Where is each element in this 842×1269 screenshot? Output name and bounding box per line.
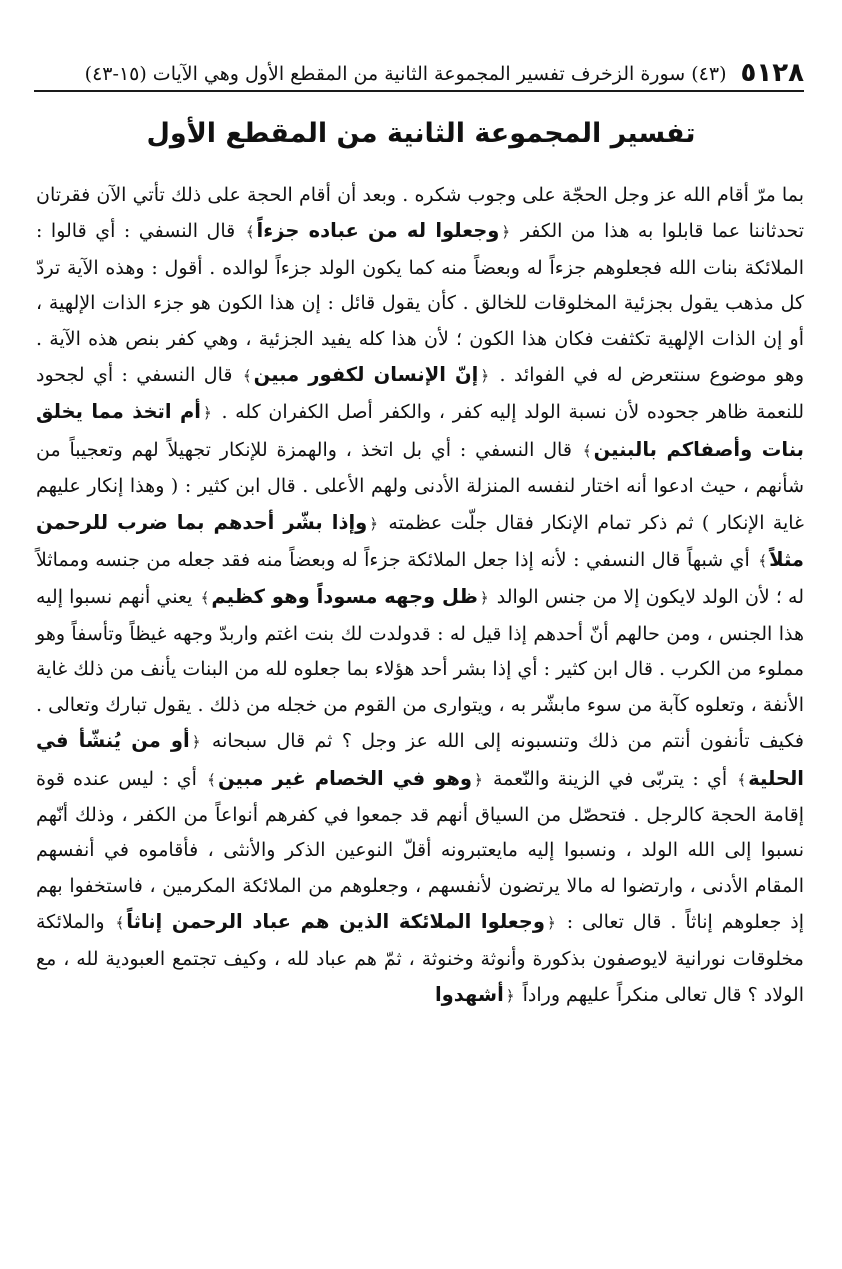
quran-verse: وإذا بشّر أحدهم بما ضرب للرحمن مثلاً (36, 510, 804, 572)
page-number: ٥١٢٨ (740, 58, 804, 88)
running-title: (٤٣) سورة الزخرف تفسير المجموعة الثانية من المقطع الأول وهي الآيات (١٥-٤٣) (84, 63, 727, 86)
commentary-text: أي : يتربّى في الزينة والنّعمة (492, 767, 728, 790)
commentary-text: قال النسفي : أي لجحود للنعمة ظاهر جحوده لأن نسبة الولد إليه كفر ، والكفر أصل الكفران كله . (36, 364, 804, 424)
commentary-text: بما مرّ أقام الله عز وجل الحجّة على وجوب شكره . وبعد أن أقام الحجة على ذلك تأتي الآن فقرتان تحدثاننا عما قابلوا به هذا من الكفر (36, 184, 804, 243)
quran-open-bracket: ﴿ (369, 514, 379, 533)
section-title: تفسير المجموعة الثانية من المقطع الأول (146, 118, 696, 149)
quran-open-bracket: ﴿ (191, 733, 201, 752)
quran-open-bracket: ﴿ (473, 770, 483, 789)
quran-close-bracket: ﴾ (758, 552, 768, 571)
quran-open-bracket: ﴿ (546, 914, 556, 933)
quran-open-bracket: ﴿ (202, 404, 212, 423)
quran-close-bracket: ﴾ (115, 914, 125, 933)
quran-close-bracket: ﴾ (245, 223, 255, 242)
quran-open-bracket: ﴿ (501, 223, 511, 242)
quran-close-bracket: ﴾ (582, 441, 592, 460)
quran-close-bracket: ﴾ (242, 367, 252, 386)
commentary-text: قال النسفي : أي قالوا : الملائكة بنات الله فجعلوهم جزءاً له وبعضاً منه كما يكون الولد جزءاً لوالده . أقول : وهذه الآية تردّ كل مذهب يقول بجزئية المخلوقات للخالق . كأن يقول قائل : إن هذا الكون هو جزء الذات الإلهية ، أو إن الذات الإلهية تكثفت فكان هذا الكون ؛ لأن هذا كله يفيد الجزئية ، وهي كفر بنص هذه الآية . وهو موضوع سنتعرض له في الفوائد . (36, 220, 804, 387)
quran-open-bracket: ﴿ (480, 367, 490, 386)
quran-verse: أو من يُنشّأ في الحلية (36, 729, 804, 790)
running-header (34, 56, 804, 92)
commentary-text: والملائكة مخلوقات نورانية لايوصفون بذكورة وأنوثة وخنوثة ، ثمّ هم عباد لله ، وكيف تجتمع العبودية لله ، مع الولاد ؟ قال تعالى منكراً عليهم وراداً (36, 911, 804, 1006)
quran-open-bracket: ﴿ (505, 986, 515, 1005)
quran-verse: وجعلوا له من عباده جزءاً (256, 219, 500, 243)
commentary-text: أي : ليس عنده قوة إقامة الحجة كالرجل . فتحصّل من السياق أنهم قد جمعوا في كفرهم أنواعاً من الكفر ، وذلك أنّهم نسبوا إلى الله الولد ، ونسبوا إليه مايعتبرونه أقلّ النوعين الذكر والأنثى ، فأقاموه في أنفسهم المقام الأدنى ، وارتضوا له مالا يرتضون لأنفسهم ، وجعلوهم من الملائكة المكرمين ، فاستخفوا بهم إذ جعلوهم إناثاً . قال تعالى : (36, 767, 804, 934)
quran-open-bracket: ﴿ (479, 589, 489, 608)
commentary-text: أي شبهاً قال النسفي : لأنه إذا جعل الملائكة جزءاً له وبعضاً منه فقد جعله من جنسه ومماثلاً له ؛ لأن الولد لايكون إلا من جنس الوالد (36, 549, 805, 609)
quran-verse: ظل وجهه مسوداً وهو كظيم (211, 585, 478, 609)
quran-verse: وجعلوا الملائكة الذين هم عباد الرحمن إناثاً (126, 910, 545, 934)
quran-close-bracket: ﴾ (200, 589, 210, 608)
paragraph (36, 178, 804, 1014)
quran-verse: أم اتخذ مما يخلق بنات وأصفاكم بالبنين (36, 400, 804, 461)
quran-verse: إنّ الإنسان لكفور مبين (253, 363, 479, 387)
commentary-text: قال النسفي : أي بل اتخذ ، والهمزة للإنكار تجهيلاً لهم وتعجيباً من شأنهم ، حيث ادعوا أنه اختار لنفسه المنزلة الأدنى ولهم الأعلى . قال ابن كثير : ( وهذا إنكار عليهم غاية الإنكار ) ثم ذكر تمام الإنكار فقال جلّت عظمته (36, 438, 804, 534)
quran-close-bracket: ﴾ (737, 770, 747, 789)
quran-verse: أشهدوا (434, 982, 504, 1006)
body-text (36, 178, 804, 1014)
commentary-text: يعني أنهم نسبوا إليه هذا الجنس ، ومن حالهم أنّ أحدهم إذا قيل له : قدولدت لك بنت اغتم واربدّ وجهه غيظاً وتأسفاً وهو مملوء من الكرب . قال ابن كثير : أي إذا بشر أحد هؤلاء بما جعلوه لله من البنات يأنف من ذلك غاية الأنفة ، وتعلوه كآبة من سوء مابشّر به ، ويتوارى من القوم من خجله من ذلك . يقول تبارك وتعالى . فكيف تأنفون أنتم من ذلك وتنسبونه إلى الله عز وجل ؟ ثم قال سبحانه (36, 586, 804, 753)
quran-close-bracket: ﴾ (207, 770, 216, 789)
quran-verse: وهو في الخصام غير مبين (217, 766, 472, 790)
